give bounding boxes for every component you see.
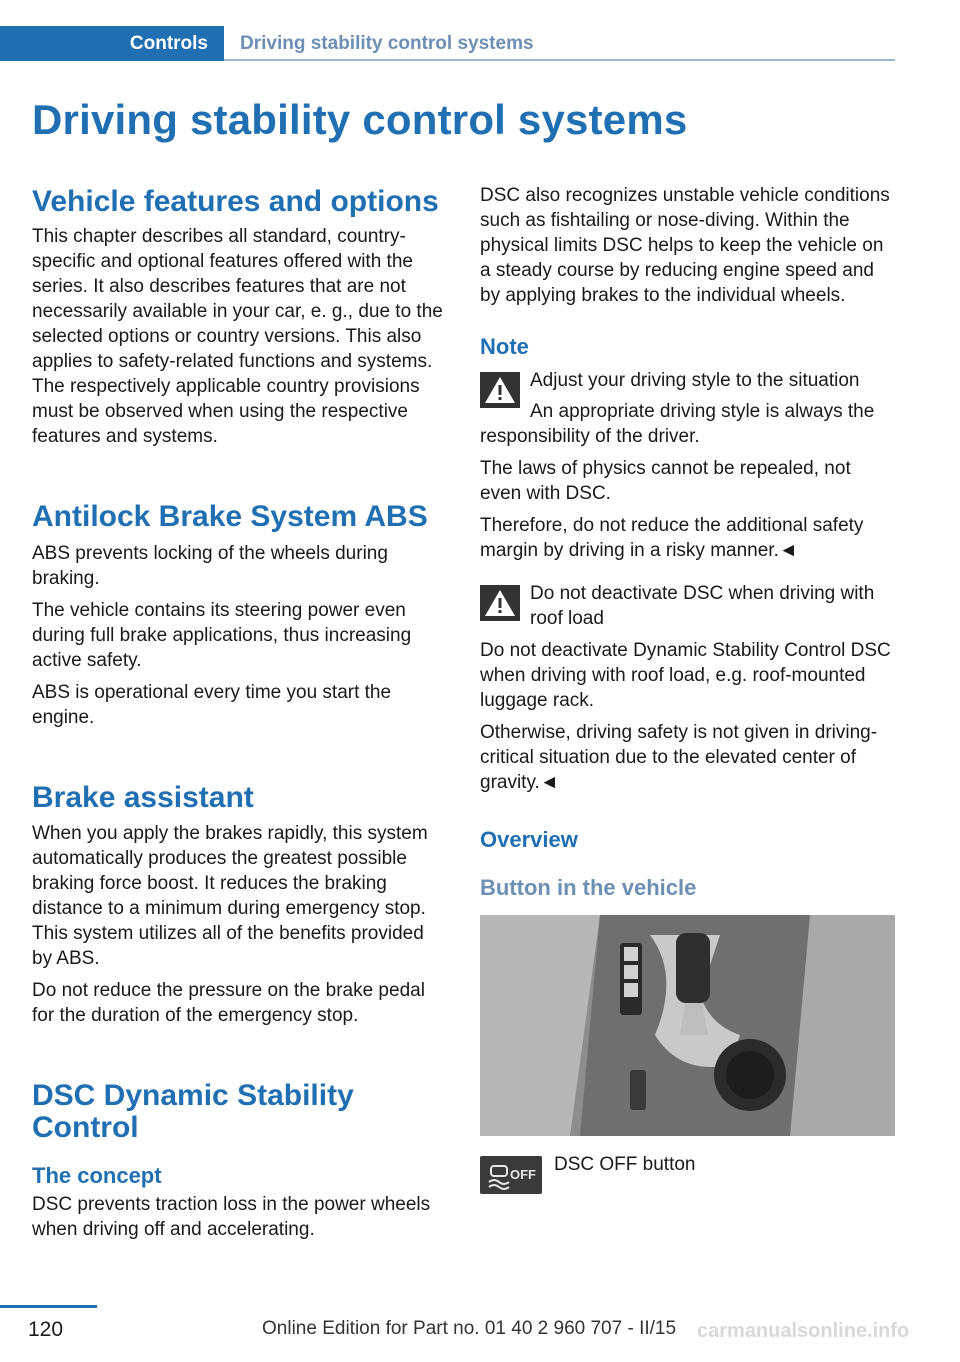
right-column	[480, 183, 895, 1194]
footer-rule	[0, 1305, 97, 1308]
dsc-heading: DSC Dynamic Stability Control	[32, 1079, 354, 1144]
warning-1-title: Adjust your driving style to the situation	[530, 370, 860, 391]
page-header	[0, 26, 895, 61]
page-number: 120	[28, 1318, 64, 1341]
left-column	[32, 180, 448, 1242]
dsc-description: DSC also recognizes unstable vehicle conditions such as fishtailing or nose-diving. Within the physical limits DSC helps to keep the vehicle on a steady course by reducing engine speed and by applying brakes to the individual wheels.	[480, 185, 890, 306]
dsc-off-button-caption: DSC OFF button	[554, 1154, 696, 1175]
concept-text: DSC prevents traction loss in the power wheels when driving off and accelerating.	[32, 1194, 431, 1240]
center-console-photo	[480, 915, 895, 1136]
page-title: Driving stability control systems	[32, 96, 688, 143]
chapter-tab: Controls	[0, 26, 224, 61]
warning-icon	[480, 585, 520, 621]
warning-icon	[480, 372, 520, 408]
edition-note: Online Edition for Part no. 01 40 2 960 707 - II/15	[262, 1318, 677, 1339]
abs-heading: Antilock Brake System ABS	[32, 500, 428, 533]
warning-2-title: Do not deactivate DSC when driving with roof load	[530, 583, 875, 629]
dsc-button-off-text: OFF	[510, 1167, 536, 1182]
header-rule	[224, 59, 895, 61]
warning-2-paragraph-2: Otherwise, driving safety is not given in driving-critical situation due to the elevated center of gravity.◄	[480, 722, 878, 793]
watermark: carmanualsonline.info	[697, 1320, 910, 1342]
brake-assistant-heading: Brake assistant	[32, 781, 254, 814]
brake-paragraph-2: Do not reduce the pressure on the brake pedal for the duration of the emergency stop.	[32, 980, 425, 1026]
brake-paragraph-1: When you apply the brakes rapidly, this system automatically produces the greatest possible braking force boost. It reduces the braking distance to a minimum during emergency stop. This system utilizes all of the benefits provided by ABS.	[32, 823, 428, 969]
warning-1-paragraph-2: The laws of physics cannot be repealed, not even with DSC.	[480, 458, 851, 504]
warning-2-paragraph-1: Do not deactivate Dynamic Stability Control DSC when driving with roof load, e.g. roof-mounted luggage rack.	[480, 640, 891, 711]
dsc-button-row	[480, 1156, 895, 1194]
features-heading: Vehicle features and options	[32, 185, 439, 218]
note-heading: Note	[480, 334, 529, 359]
warning-block-1	[480, 368, 895, 449]
warning-block-2	[480, 581, 895, 631]
button-in-vehicle-heading: Button in the vehicle	[480, 875, 697, 900]
features-text: This chapter describes all standard, country-specific and optional features offered with the series. It also describes features that are not necessarily available in your car, e. g., due to the selected options or country versions. This also applies to safety-related functions and systems. The respectively applicable country provisions must be observed when using the respective features and systems.	[32, 226, 443, 447]
dsc-off-button-icon	[480, 1156, 542, 1194]
warning-1-paragraph-3: Therefore, do not reduce the additional safety margin by driving in a risky manner.◄	[480, 515, 864, 561]
abs-paragraph-3: ABS is operational every time you start the engine.	[32, 682, 392, 728]
abs-paragraph-1: ABS prevents locking of the wheels during braking.	[32, 543, 388, 589]
warning-1-paragraph-1: An appropriate driving style is always the responsibility of the driver.	[480, 401, 875, 447]
concept-heading: The concept	[32, 1163, 162, 1188]
abs-paragraph-2: The vehicle contains its steering power even during full brake applications, thus increasing active safety.	[32, 600, 412, 671]
overview-heading: Overview	[480, 827, 578, 852]
section-label: Driving stability control systems	[240, 33, 534, 54]
